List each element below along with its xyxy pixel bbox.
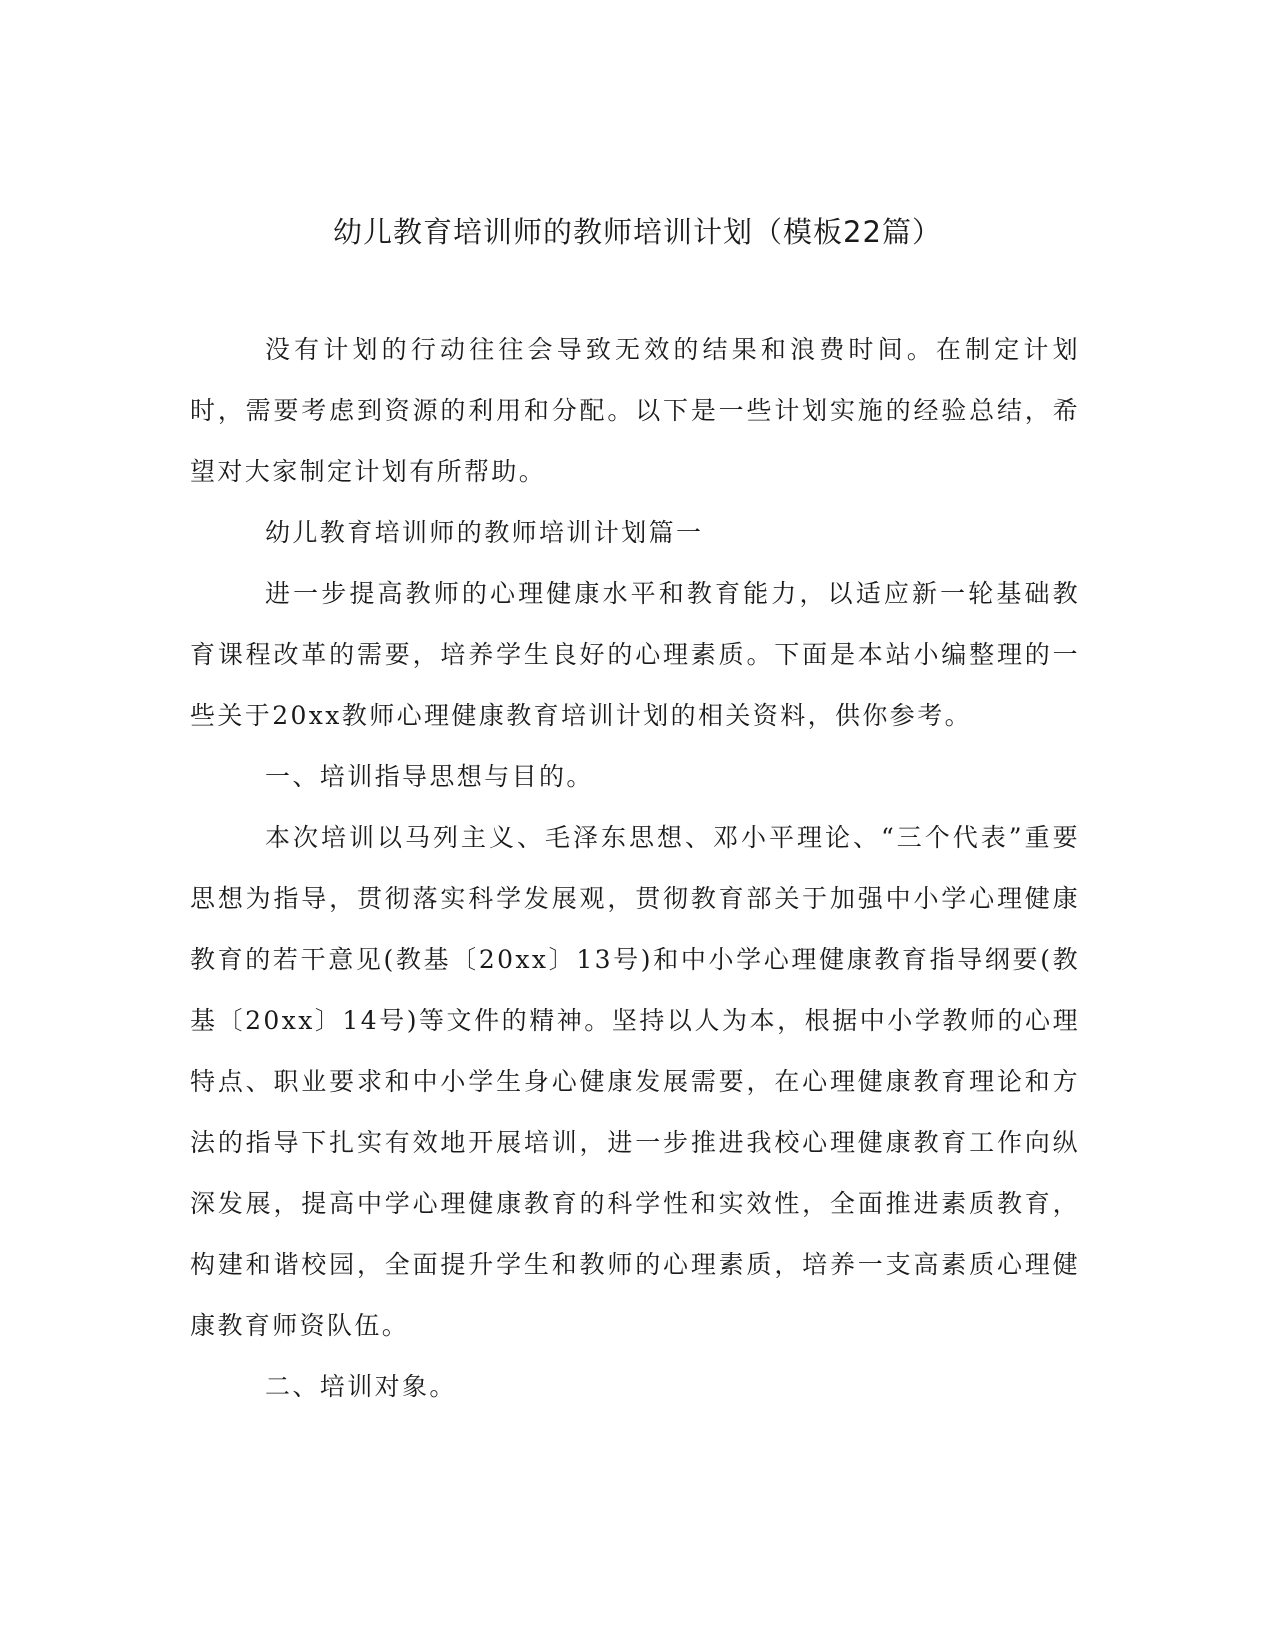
intro-paragraph: 没有计划的行动往往会导致无效的结果和浪费时间。在制定计划时，需要考虑到资源的利用和分配。以下是一些计划实施的经验总结，希望对大家制定计划有所帮助。 <box>190 335 1080 486</box>
section-heading-training-target: 二、培训对象。 <box>265 1372 457 1401</box>
section-heading-part-one: 幼儿教育培训师的教师培训计划篇一 <box>265 518 704 547</box>
body-paragraph: 本次培训以马列主义、毛泽东思想、邓小平理论、“三个代表”重要思想为指导，贯彻落实科学发展观，贯彻教育部关于加强中小学心理健康教育的若干意见(教基〔20xx〕13号)和中小学心理健康教育指导纲要(教基〔20xx〕14号)等文件的精神。坚持以人为本，根据中小学教师的心理特点、职业要求和中小学生身心健康发展需要，在心理健康教育理论和方法的指导下扎实有效地开展培训，进一步推进我校心理健康教育工作向纵深发展，提高中学心理健康教育的科学性和实效性，全面推进素质教育，构建和谐校园，全面提升学生和教师的心理素质，培养一支高素质心理健康教育师资队伍。 <box>190 823 1080 1340</box>
document-body <box>190 319 1080 1417</box>
document-title: 幼儿教育培训师的教师培训计划（模板22篇） <box>333 215 942 249</box>
section-heading-guiding-principle: 一、培训指导思想与目的。 <box>265 762 594 791</box>
body-paragraph: 进一步提高教师的心理健康水平和教育能力，以适应新一轮基础教育课程改革的需要，培养学生良好的心理素质。下面是本站小编整理的一些关于20xx教师心理健康教育培训计划的相关资料，供你参考。 <box>190 579 1080 730</box>
